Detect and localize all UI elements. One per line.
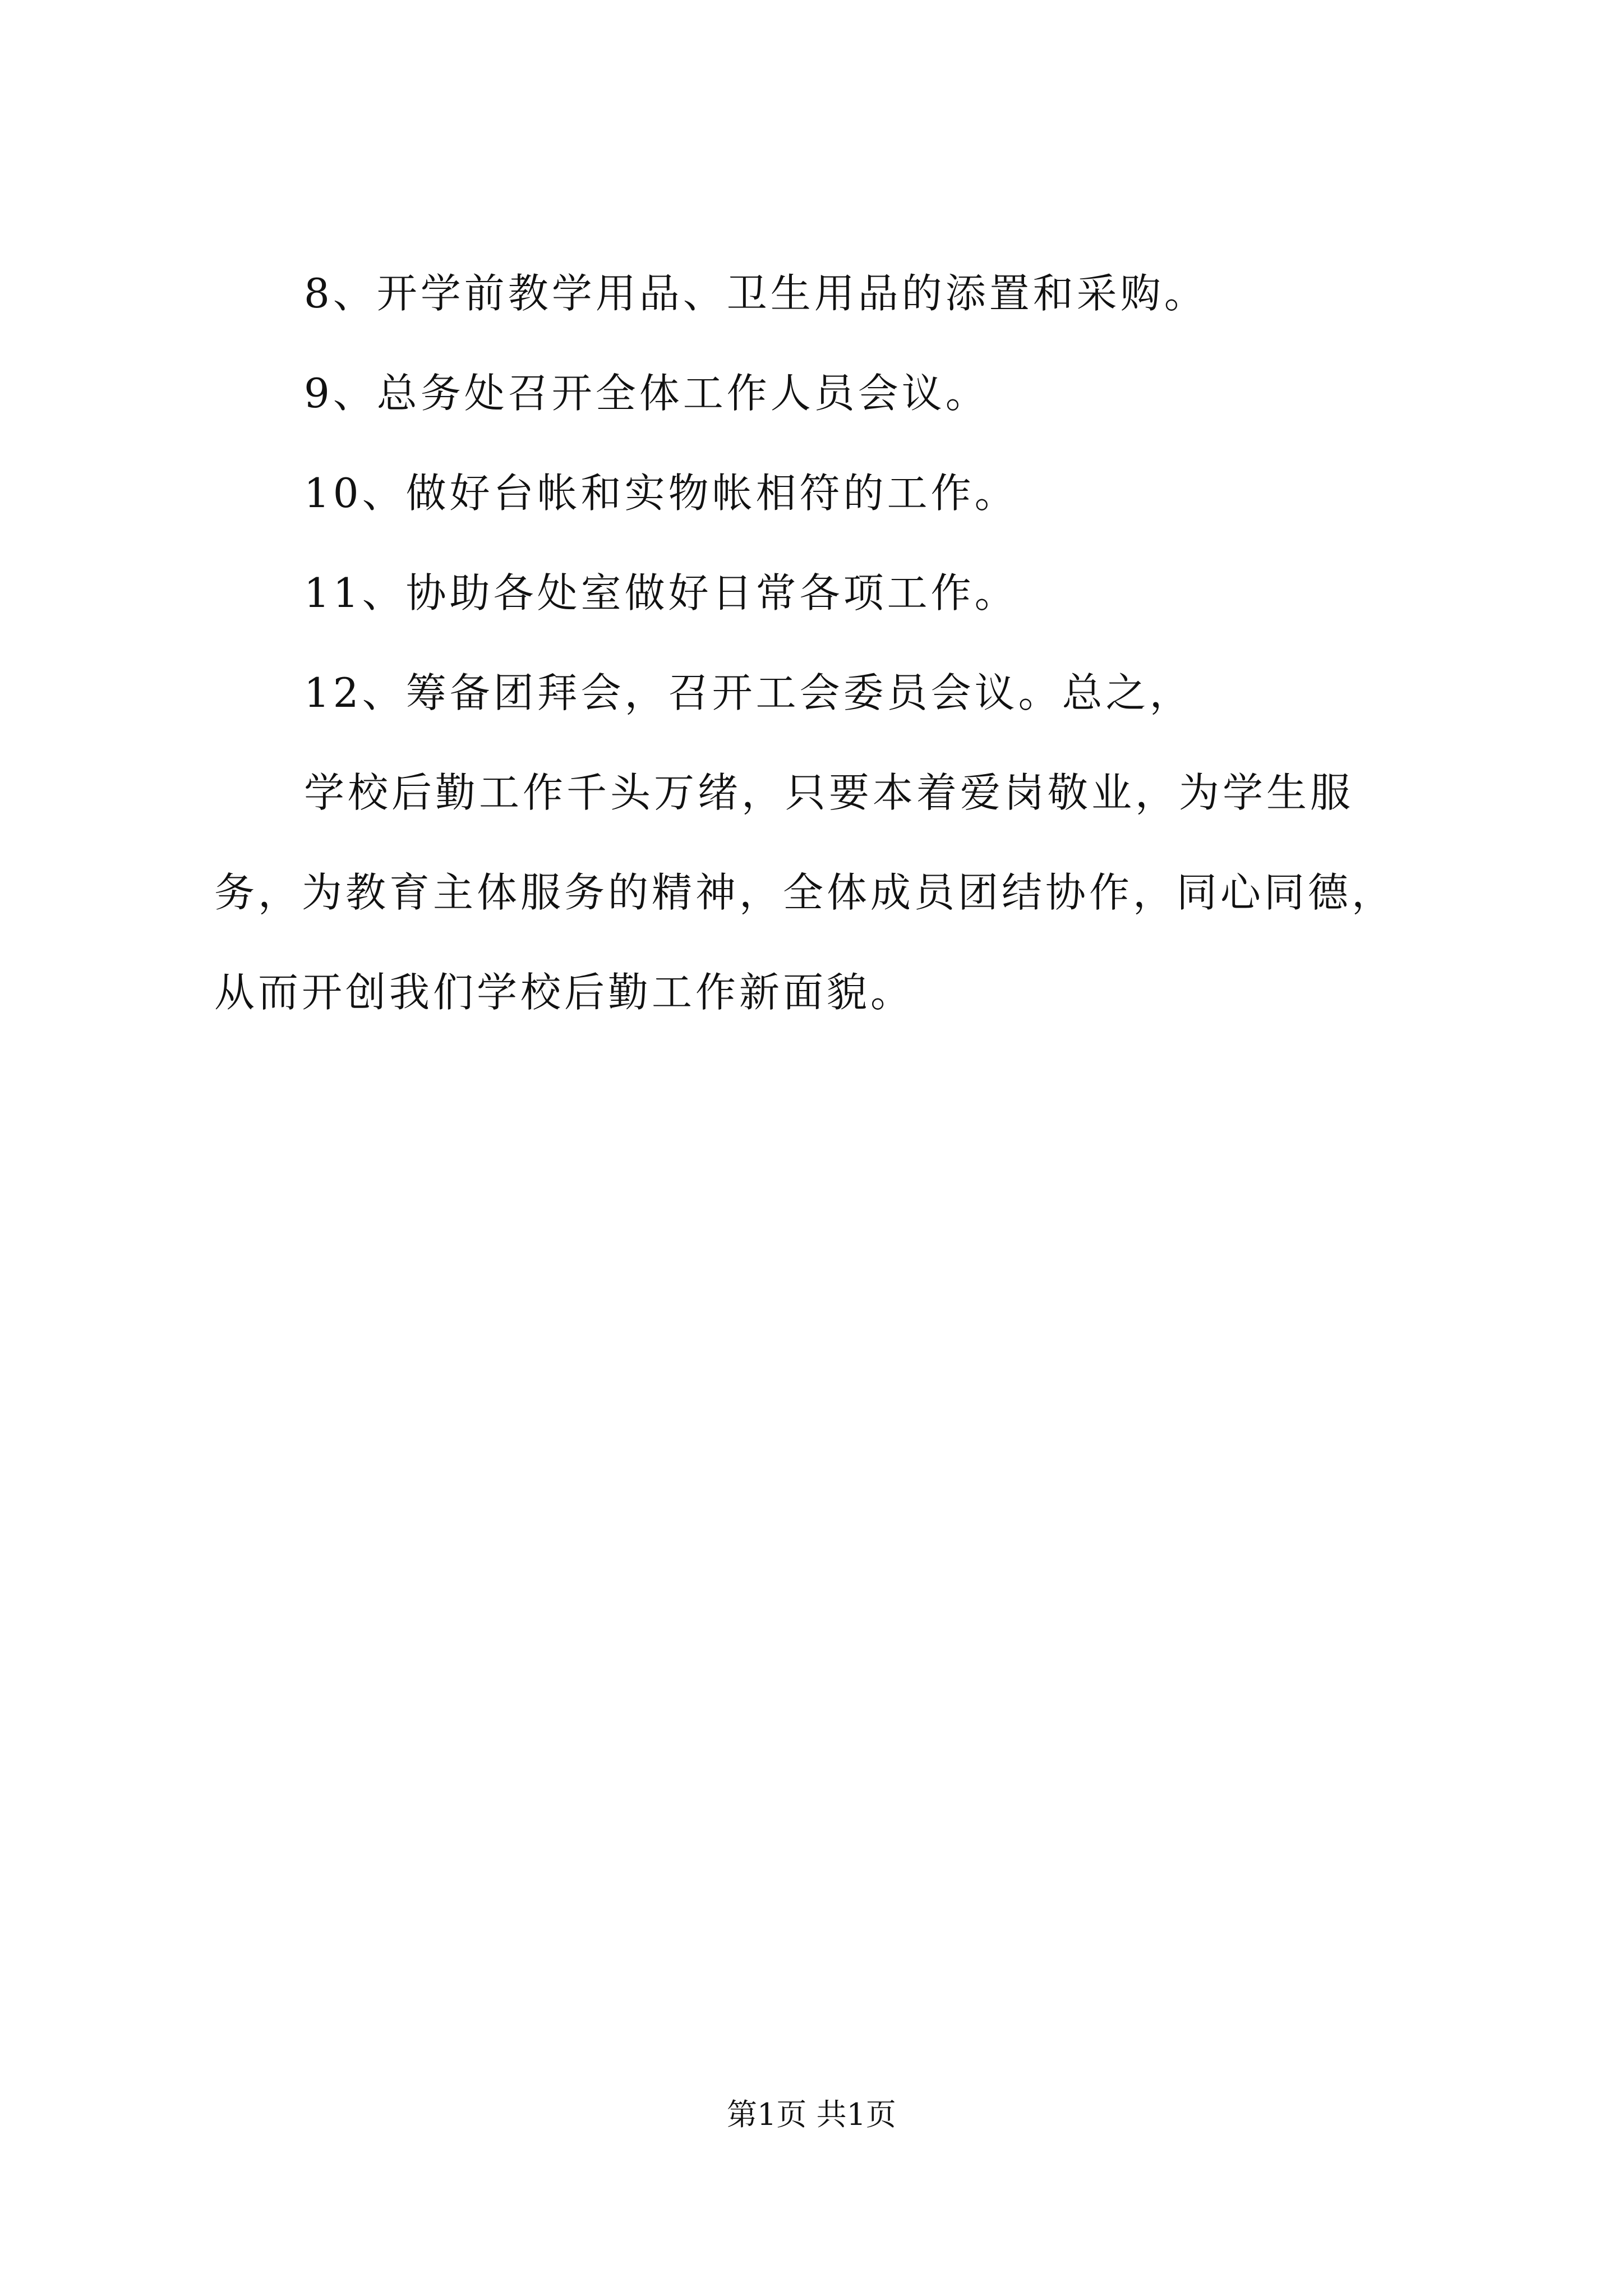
list-item-10: 10、做好台帐和实物帐相符的工作。 <box>304 470 1018 517</box>
list-item-9: 9、总务处召开全体工作人员会议。 <box>304 370 989 417</box>
list-item-11: 11、协助各处室做好日常各项工作。 <box>304 569 1018 616</box>
page-number-footer: 第1页 共1页 <box>727 2097 896 2132</box>
list-item-8: 8、开学前教学用品、卫生用品的添置和采购。 <box>304 270 1208 317</box>
closing-paragraph: 学校后勤工作千头万绪，只要本着爱岗敬业，为学生服务，为教育主体服务的精神，全体成员团结协作，同心同德，从而开创我们学校后勤工作新面貌。 <box>214 769 1396 1016</box>
list-item-12: 12、筹备团拜会，召开工会委员会议。总之， <box>304 669 1193 716</box>
document-body <box>214 243 1420 1042</box>
